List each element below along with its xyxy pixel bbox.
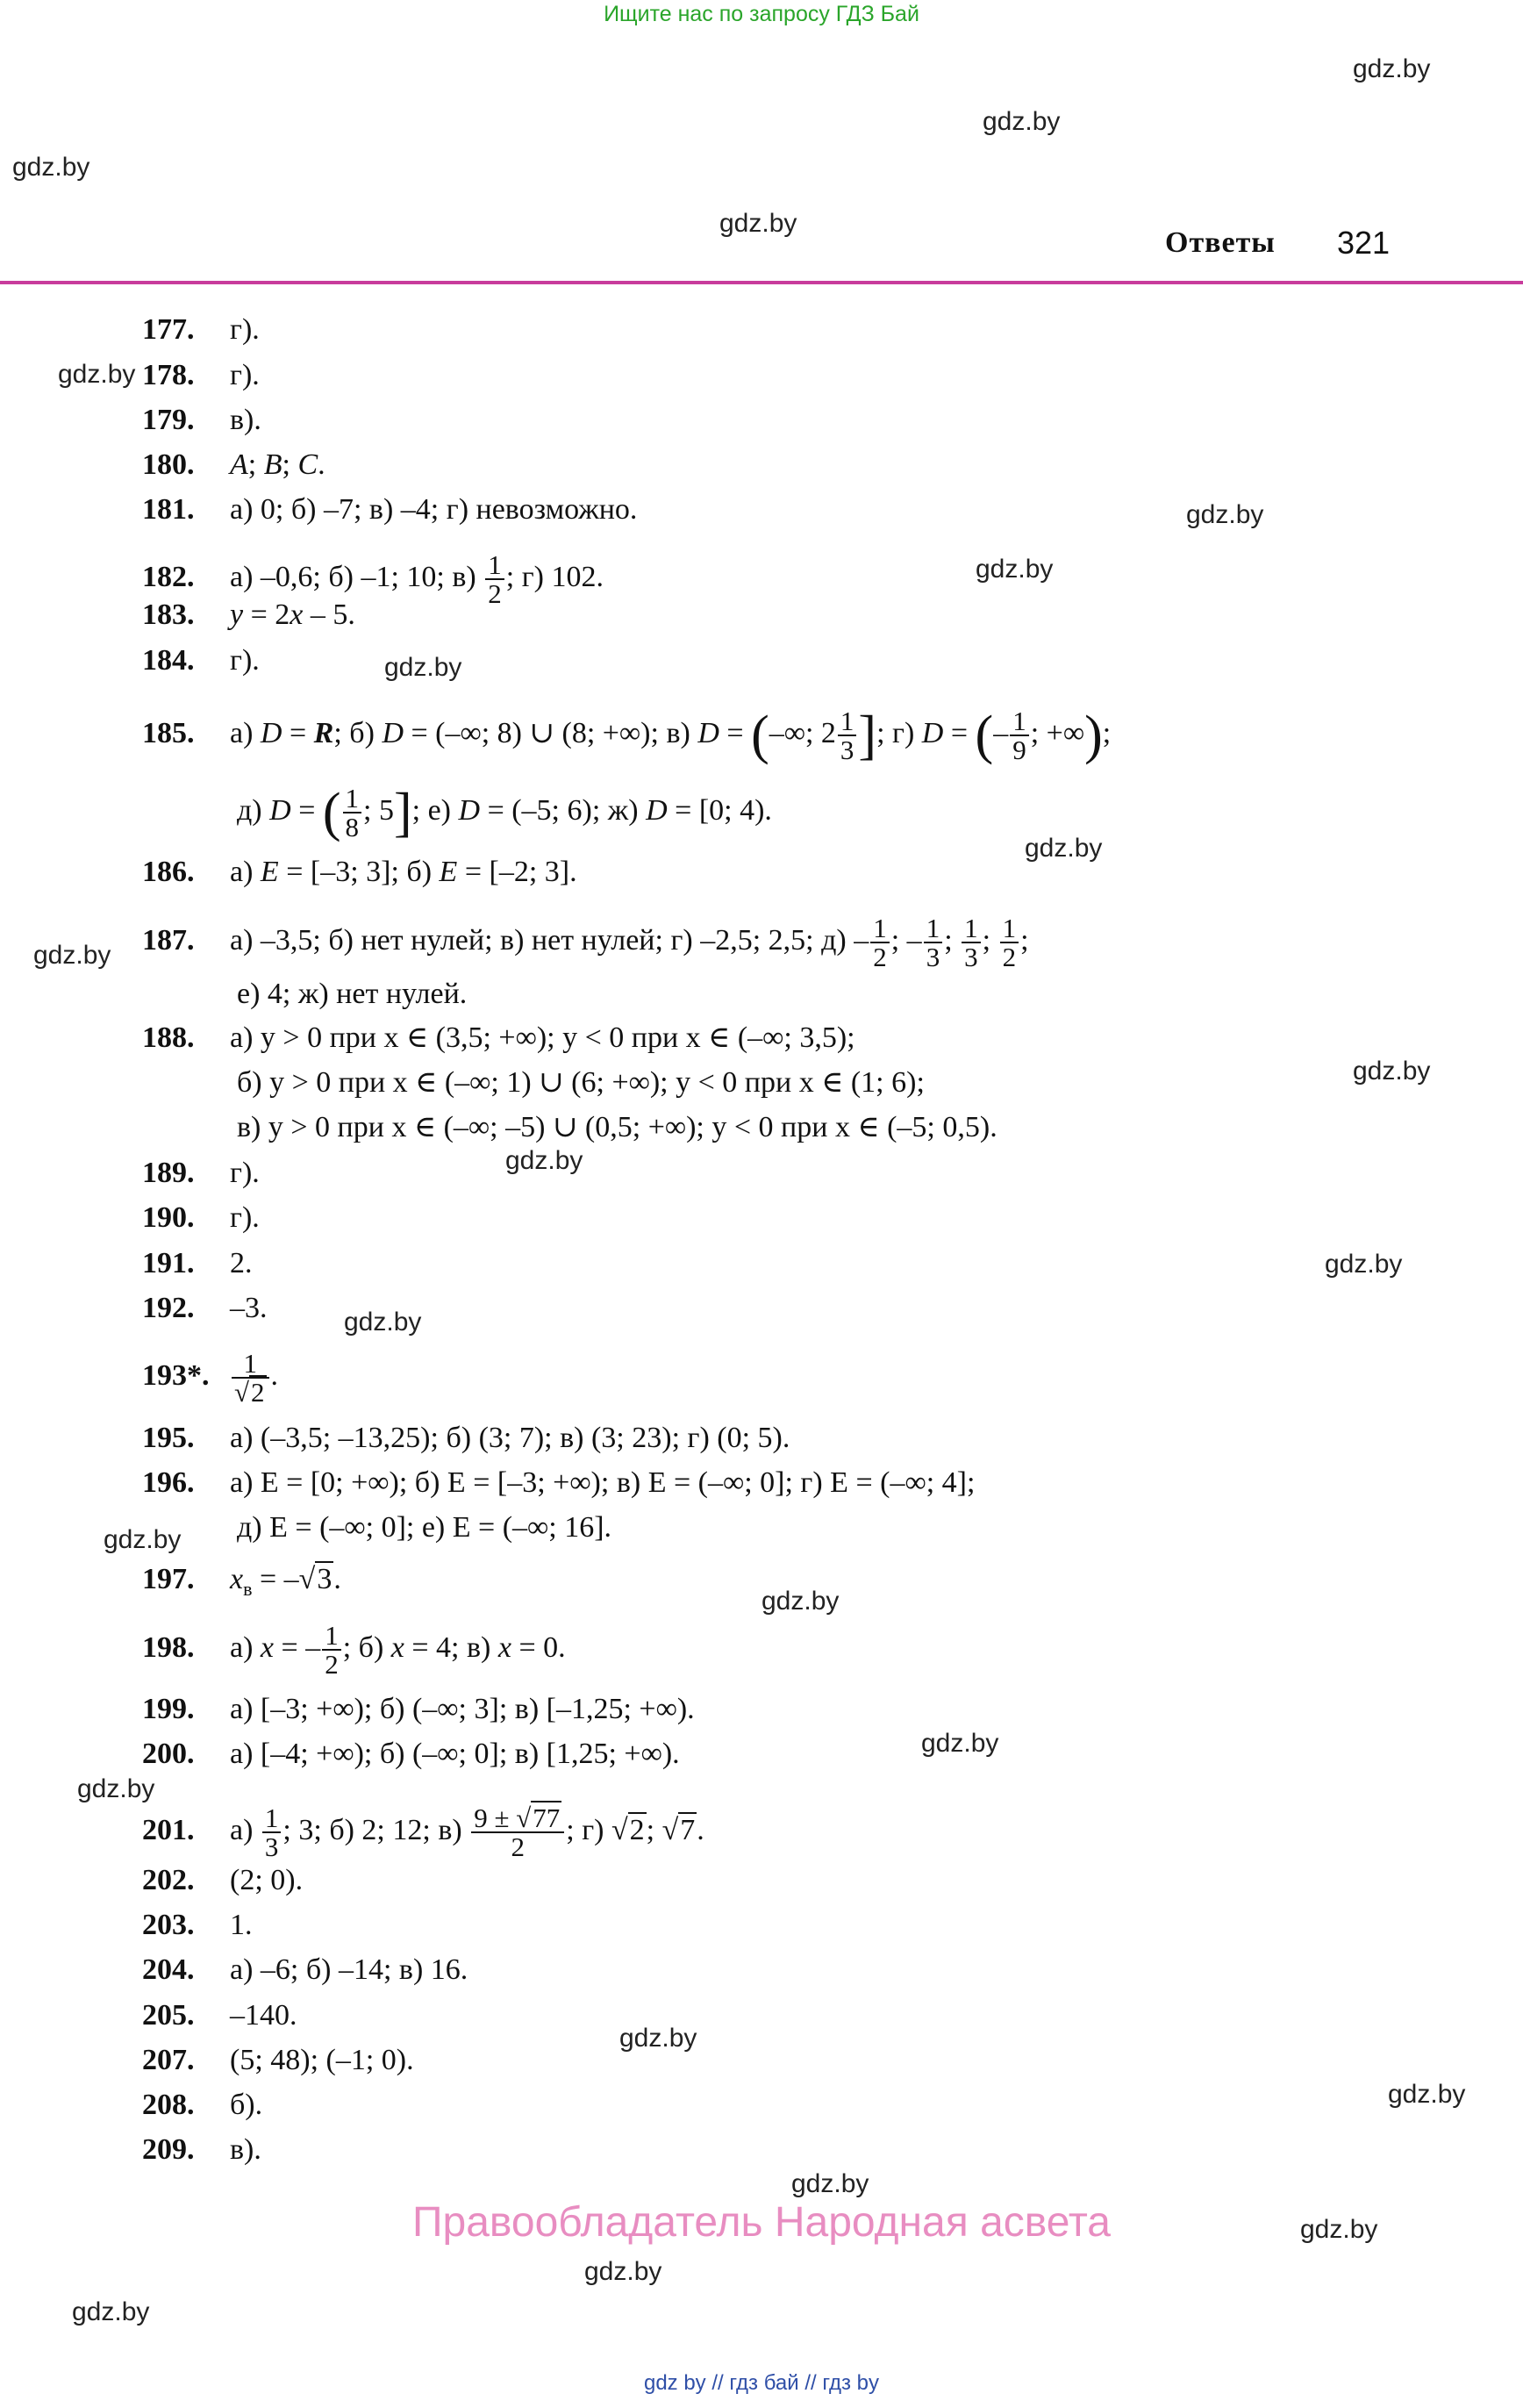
answer-number: 192.	[142, 1292, 195, 1324]
answer-183	[142, 598, 355, 633]
answer-text: а)	[230, 856, 261, 888]
answer-188	[142, 1021, 855, 1056]
answer-text: г).	[230, 1157, 260, 1189]
fraction	[485, 551, 504, 607]
watermark: gdz.by	[505, 1146, 583, 1175]
answer-text: ; 3; б) 2; 12; в)	[282, 1813, 470, 1846]
answer-text: а) y > 0 при x ∈ (3,5; +∞); y < 0 при x ∈ (–∞; 3,5);	[230, 1021, 855, 1054]
answer-198	[142, 1622, 566, 1678]
top-banner[interactable]: Ищите нас по запросу ГДЗ Бай	[604, 2, 919, 26]
answer-191	[142, 1246, 253, 1281]
answer-text: (2; 0).	[230, 1864, 304, 1896]
answer-184	[142, 643, 260, 678]
answer-number: 202.	[142, 1864, 195, 1896]
answer-text: а) –0,6; б) –1; 10; в)	[230, 560, 484, 593]
denominator: 9	[1010, 735, 1029, 763]
answer-text: =	[290, 793, 323, 827]
watermark: gdz.by	[12, 153, 90, 182]
answer-text: –∞; 2	[769, 716, 836, 749]
paren-left: (	[975, 706, 994, 765]
answer-number: 201.	[142, 1813, 195, 1846]
var-d: D	[646, 793, 668, 827]
fraction	[870, 914, 890, 971]
answer-number: 205.	[142, 1999, 195, 2032]
bracket-right: ]	[393, 783, 412, 842]
fraction	[1010, 707, 1029, 763]
numerator: 1	[345, 783, 360, 813]
answer-number: 184.	[142, 644, 195, 677]
answer-number: 197.	[142, 1563, 195, 1595]
page-number: 321	[1337, 225, 1391, 261]
watermark: gdz.by	[1186, 500, 1264, 529]
answer-number: 179.	[142, 404, 195, 436]
answer-text: ;	[944, 923, 961, 957]
watermark: gdz.by	[1388, 2080, 1466, 2109]
answer-text: ; –	[890, 923, 922, 957]
answer-number: 183.	[142, 598, 195, 631]
answer-number: 196.	[142, 1466, 195, 1499]
answer-text: а) –3,5; б) нет нулей; в) нет нулей; г) –2,5; 2,5; д) –	[230, 923, 869, 957]
answer-number: 178.	[142, 359, 195, 391]
answer-number: 198.	[142, 1630, 195, 1664]
watermark: gdz.by	[1300, 2215, 1378, 2244]
watermark: gdz.by	[921, 1729, 999, 1758]
var-x: x	[390, 1630, 404, 1664]
answer-text: а)	[230, 716, 261, 749]
numerator: 9 ± √77	[474, 1802, 561, 1833]
watermark: gdz.by	[719, 209, 797, 238]
answer-189	[142, 1156, 260, 1191]
fraction	[924, 914, 943, 971]
answer-text: = (–∞; 8) ∪ (8; +∞); в)	[404, 716, 698, 749]
answer-number: 188.	[142, 1021, 195, 1054]
period: .	[318, 448, 325, 481]
answer-number: 203.	[142, 1909, 195, 1941]
answer-text: =	[719, 716, 752, 749]
denominator: 2	[1000, 942, 1019, 971]
var-d: D	[382, 716, 404, 749]
radicand: 3	[317, 1563, 332, 1595]
answer-197: 197. $x_в = -√3$.	[142, 1563, 341, 1600]
answer-188-line-2: б) y > 0 при x ∈ (–∞; 1) ∪ (6; +∞); y < 0 при x ∈ (1; 6);	[237, 1066, 925, 1099]
answer-196-line-2: д) E = (–∞; 0]; е) E = (–∞; 16].	[237, 1511, 612, 1544]
answer-text: – 5.	[303, 598, 355, 631]
header-divider	[0, 281, 1523, 284]
numerator: 1	[1012, 706, 1026, 736]
answer-text: в).	[230, 2133, 261, 2166]
answer-number: 180.	[142, 448, 195, 481]
var-e: E	[439, 856, 458, 888]
denominator: 2	[322, 1649, 341, 1678]
numerator: 1	[264, 1802, 279, 1833]
answer-text: ; б)	[333, 716, 383, 749]
answer-185-line-2	[237, 785, 772, 841]
numerator: 1	[1002, 913, 1017, 943]
fraction	[838, 707, 857, 763]
answer-text: 2.	[230, 1247, 253, 1279]
answer-text: ; +∞	[1030, 716, 1085, 749]
answer-number: 199.	[142, 1693, 195, 1725]
answer-204	[142, 1953, 468, 1988]
denominator: √2	[232, 1377, 269, 1406]
subscript: в	[243, 1577, 253, 1600]
fraction	[1000, 914, 1019, 971]
answer-text: д)	[237, 793, 270, 827]
answer-208	[142, 2088, 262, 2123]
answer-text: а) (–3,5; –13,25); б) (3; 7); в) (3; 23); г) (0; 5).	[230, 1422, 790, 1454]
answer-text: а) [–3; +∞); б) (–∞; 3]; в) [–1,25; +∞).	[230, 1693, 695, 1725]
answer-text: а)	[230, 1630, 261, 1664]
answer-text: ; г)	[876, 716, 922, 749]
answer-text: = (–5; 6); ж)	[480, 793, 647, 827]
numerator-prefix: 9 ±	[474, 1802, 517, 1833]
fraction	[232, 1350, 269, 1406]
answer-text: а) E = [0; +∞); б) E = [–3; +∞); в) E = (–∞; 0]; г) E = (–∞; 4];	[230, 1466, 976, 1499]
watermark: gdz.by	[983, 107, 1061, 136]
denominator: 2	[485, 578, 504, 607]
answer-199	[142, 1692, 695, 1727]
answer-text: г).	[230, 1201, 260, 1234]
answer-190	[142, 1200, 260, 1236]
watermark: gdz.by	[384, 653, 462, 682]
answer-text: ; г)	[566, 1813, 611, 1846]
answer-text: ;	[646, 1813, 662, 1846]
answer-number: 204.	[142, 1953, 195, 1986]
fraction	[962, 914, 981, 971]
point-c: C	[297, 448, 318, 481]
answer-177	[142, 312, 260, 348]
answer-185	[142, 707, 1111, 763]
answer-number: 177.	[142, 313, 195, 346]
numerator: 1	[873, 913, 887, 943]
answer-text: ; е)	[411, 793, 459, 827]
watermark: gdz.by	[1353, 1057, 1431, 1086]
answer-178	[142, 358, 260, 393]
answer-text: (5; 48); (–1; 0).	[230, 2044, 414, 2076]
separator: ;	[282, 448, 298, 481]
answer-text: ;	[1102, 716, 1112, 749]
answer-text: г).	[230, 644, 260, 677]
answer-number: 193*.	[142, 1358, 210, 1392]
answer-number: 209.	[142, 2133, 195, 2166]
answer-text: г).	[230, 359, 260, 391]
answer-text: =	[943, 716, 976, 749]
var-d: D	[921, 716, 944, 749]
watermark: gdz.by	[976, 555, 1054, 584]
denominator: 3	[838, 735, 857, 763]
paren-left: (	[322, 783, 341, 842]
answer-text: а) [–4; +∞); б) (–∞; 0]; в) [1,25; +∞).	[230, 1738, 680, 1770]
answer-number: 208.	[142, 2089, 195, 2121]
answer-text: = [0; 4).	[667, 793, 772, 827]
answer-186	[142, 855, 577, 890]
answer-187-line-2: е) 4; ж) нет нулей.	[237, 978, 468, 1010]
paren-left: (	[751, 706, 769, 765]
fraction	[343, 785, 362, 841]
bottom-links[interactable]: gdz by // гдз бай // гдз by	[643, 2371, 880, 2395]
var-x: x	[260, 1630, 275, 1664]
separator: ;	[247, 448, 264, 481]
answer-188-line-3: в) y > 0 при x ∈ (–∞; –5) ∪ (0,5; +∞); y < 0 при x ∈ (–5; 0,5).	[237, 1111, 997, 1143]
numerator: 1	[243, 1348, 257, 1379]
var-x: x	[497, 1630, 511, 1664]
answer-text: ; 5	[363, 793, 394, 827]
answer-text: = 4; в)	[404, 1630, 498, 1664]
answer-text: а) 0; б) –7; в) –4; г) невозможно.	[230, 493, 638, 526]
answer-number: 185.	[142, 716, 195, 749]
answer-number: 200.	[142, 1738, 195, 1770]
watermark: gdz.by	[762, 1587, 840, 1616]
paren-right: )	[1084, 706, 1103, 765]
radicand: 77	[533, 1802, 561, 1833]
answer-text: –	[993, 716, 1009, 749]
watermark: gdz.by	[1353, 54, 1431, 83]
answer-209	[142, 2132, 261, 2168]
radicand: 2	[251, 1377, 265, 1408]
denominator: 8	[343, 812, 362, 841]
answer-187	[142, 914, 1029, 971]
answer-number: 190.	[142, 1201, 195, 1234]
var-d: D	[260, 716, 282, 749]
answer-text: а) –6; б) –14; в) 16.	[230, 1953, 468, 1986]
denominator: 3	[262, 1831, 282, 1860]
answer-202	[142, 1863, 303, 1898]
watermark: gdz.by	[619, 2024, 697, 2053]
answer-192	[142, 1291, 268, 1326]
answer-text: –3.	[230, 1292, 268, 1324]
var-x: x	[230, 1563, 244, 1595]
var-y: y	[230, 598, 244, 631]
watermark: gdz.by	[77, 1774, 155, 1803]
period: .	[270, 1358, 279, 1392]
answer-text: = [–2; 3].	[457, 856, 577, 888]
answer-number: 189.	[142, 1157, 195, 1189]
bracket-right: ]	[858, 706, 877, 765]
answer-text: ; б)	[342, 1630, 391, 1664]
answer-201: 201. а) $\frac{1}{3}$ ; 3; б) 2; 12; в) $\frac{9 \pm √77}{2}$ ; г) √2; √7.	[142, 1802, 704, 1862]
point-a: A	[230, 448, 248, 481]
watermark: gdz.by	[58, 360, 136, 389]
answer-text: ;	[1020, 923, 1029, 957]
numerator: 1	[488, 549, 502, 580]
numerator: 1	[926, 913, 940, 943]
answer-number: 187.	[142, 923, 195, 957]
answer-200	[142, 1737, 680, 1772]
answer-text: = 2	[243, 598, 290, 631]
denominator: 2	[870, 942, 890, 971]
numerator: 1	[325, 1620, 339, 1651]
answer-text: г).	[230, 313, 260, 346]
period: .	[697, 1813, 704, 1846]
running-title: Ответы	[1165, 226, 1276, 259]
denominator: 3	[924, 942, 943, 971]
answer-number: 191.	[142, 1247, 195, 1279]
watermark: gdz.by	[104, 1525, 182, 1554]
var-d: D	[458, 793, 481, 827]
copyright-footer: Правообладатель Народная асвета	[412, 2199, 1111, 2246]
var-x: x	[290, 598, 304, 631]
answer-text: 1.	[230, 1909, 253, 1941]
answer-number: 195.	[142, 1422, 195, 1454]
denominator: 2	[471, 1831, 564, 1860]
answer-179	[142, 403, 261, 438]
answer-205	[142, 1998, 297, 2033]
answer-text: а)	[230, 1813, 261, 1846]
answer-number: 186.	[142, 856, 195, 888]
period: .	[333, 1563, 341, 1595]
watermark: gdz.by	[791, 2169, 869, 2198]
numerator: 1	[964, 913, 978, 943]
fraction	[262, 1804, 282, 1860]
answer-text: в).	[230, 404, 261, 436]
watermark: gdz.by	[344, 1308, 422, 1337]
answer-number: 181.	[142, 493, 195, 526]
watermark: gdz.by	[584, 2257, 662, 2286]
answer-text: = –	[252, 1563, 299, 1595]
denominator: 3	[962, 942, 981, 971]
watermark: gdz.by	[1025, 834, 1103, 863]
answer-text: ; г) 102.	[505, 560, 604, 593]
answer-text: = [–3; 3]; б)	[278, 856, 440, 888]
answer-195	[142, 1421, 790, 1456]
answer-207	[142, 2043, 414, 2078]
var-d: D	[697, 716, 719, 749]
radicand: 2	[629, 1813, 645, 1846]
var-e: E	[260, 856, 279, 888]
var-d: D	[269, 793, 291, 827]
fraction	[471, 1804, 564, 1860]
answer-196	[142, 1466, 975, 1501]
answer-181	[142, 492, 637, 527]
answer-193	[142, 1350, 278, 1406]
answer-text: –140.	[230, 1999, 297, 2032]
answer-180	[142, 448, 325, 483]
answer-text: ;	[982, 923, 998, 957]
answer-number: 182.	[142, 560, 195, 593]
radicand: 7	[680, 1813, 696, 1846]
answer-text: б).	[230, 2089, 263, 2121]
answer-text: = 0.	[511, 1630, 566, 1664]
watermark: gdz.by	[72, 2297, 150, 2326]
point-b: B	[263, 448, 282, 481]
fraction	[322, 1622, 341, 1678]
watermark: gdz.by	[1325, 1250, 1403, 1279]
answer-text: = –	[274, 1630, 321, 1664]
set-r: R	[313, 716, 334, 749]
answer-text: =	[282, 716, 314, 749]
answer-203	[142, 1908, 253, 1943]
numerator: 1	[840, 706, 854, 736]
answer-number: 207.	[142, 2044, 195, 2076]
watermark: gdz.by	[33, 941, 111, 970]
